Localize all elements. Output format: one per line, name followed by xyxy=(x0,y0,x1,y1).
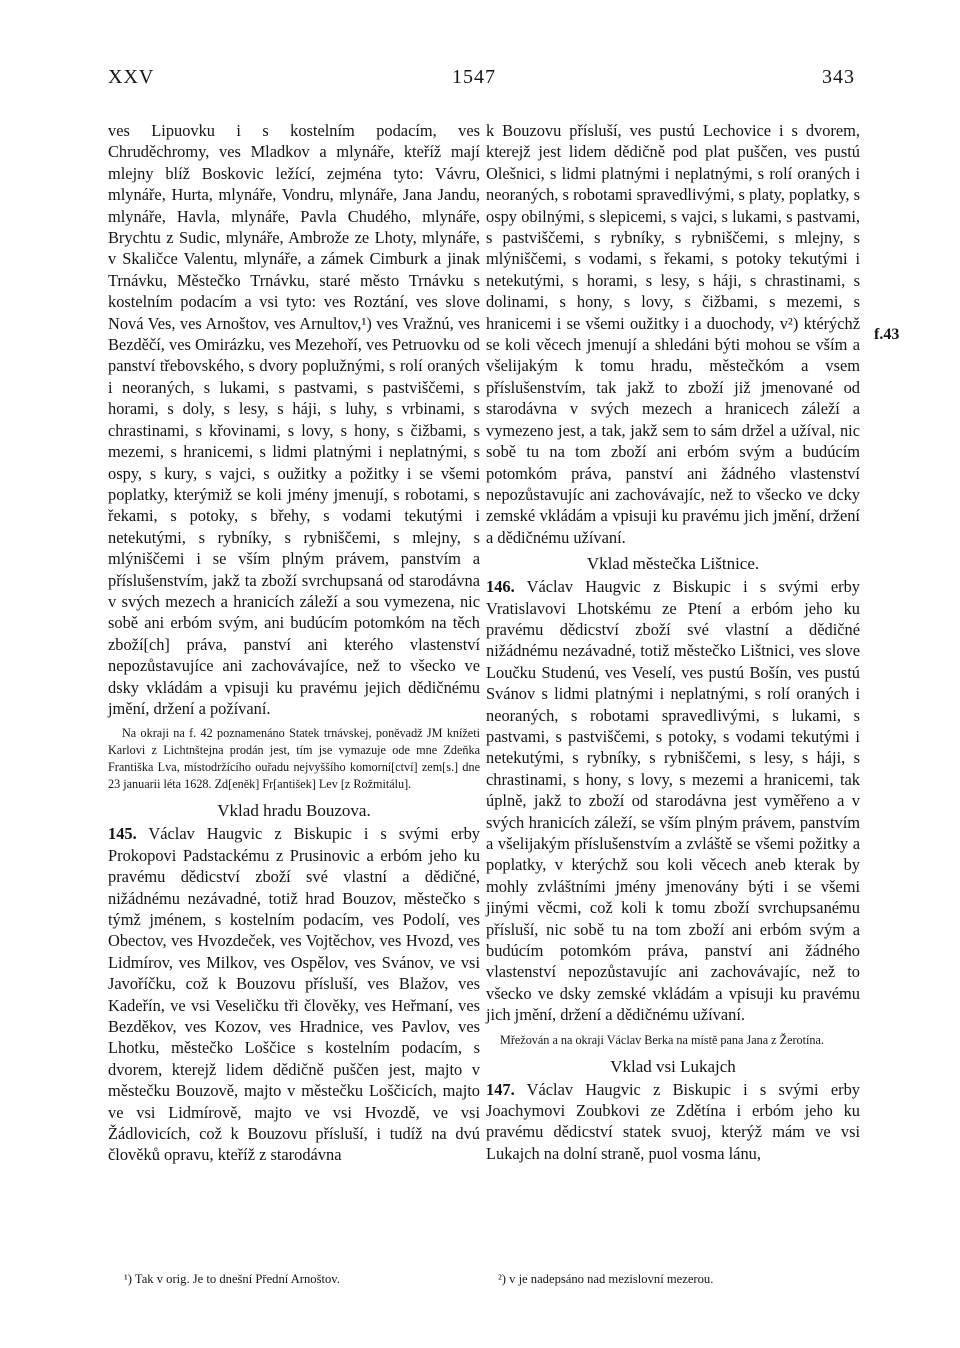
entry-147 xyxy=(486,1079,860,1165)
entry-number: 147. xyxy=(486,1079,515,1099)
section-heading: Vklad městečka Lištnice. xyxy=(586,554,760,574)
entry-text: Václav Haugvic z Biskupic i s svými erby Prokopovi Padstackému z Prusinovic a erbóm jeho ku pravému dědicství zboží své vlastní a dědičné, nižádnému nezávadné, totiž hrad Bouzov, městečko s týmž jménem, s kostelním podacím, ves Podolí, ves Obectov, ves Hvozdeček, ves Vojtěchov, ves Hvozd, ves Lidmírov, ves Milkov, ves Ospělov, ves Svánov, ve vsi Javoříčku, což k Bouzovu přísluší, ves Blažov, ves Kadeřín, ve vsi Veseličku tři člověky, ves Heřmaní, ves Bezděkov, ves Kozov, ves Hradnice, ves Pavlov, ves Lhotku, městečko Loščice s kostelním podacím, s dvorem, kterejž lidem dědičně puščen jest, majto v městečku Bouzově, majto v městečku Loščicích, majto ve vsi Lidmírově, majto ve vsi Hvozdě, ve vsi Žádlovicích, což k Bouzovu přísluší, i tudíž na dvú člověků opravu, kteříž z starodávna xyxy=(108,824,480,1165)
left-column xyxy=(108,120,480,1166)
footnote-2: ²) v je nadepsáno nad mezislovní mezerou. xyxy=(498,1272,714,1286)
margin-annotation-note: Na okraji na f. 42 poznamenáno Statek trnávskej, poněvadž JM knížeti Karlovi z Lichtnštejna prodán jest, tím jse vymazuje ode mne Zdeňka Františka Lva, místodržícího ouřadu nejvyššího komorní[ctví] zem[s.] dne 23 januarii léta 1628. Zd[eněk] Fr[antišek] Lev [z Rožmitálu]. xyxy=(108,726,480,792)
section-heading: Vklad vsi Lukajch xyxy=(610,1056,736,1076)
entry-number: 146. xyxy=(486,577,515,597)
paragraph-continued: k Bouzovu přísluší, ves pustú Lechovice i s dvorem, kterejž jest lidem dědičně pod plat puščen, ves pustú Olešnici, s lidmi platnými i neplatnými, s rolí oraných i neoraných, s robotami spravedlivými, s platy, poplatky, s ospy obilnými, s slepicemi, s vajci, s lukami, s pastvami, s pastviščemi, s rybníky, s rybniščemi, s mlejny, s mlýniščemi, s vodami, s řekami, s potoky tekutými i netekutými, s horami, s lesy, s háji, s chrastinami, s dolinami, s hony, s lovy, s čižbami, s mezemi, s hranicemi i se všemi oužitky i a duochody, v²) ktérýchž se koli věcech jmenují a shledáni býti mohou se vším a všelijakým k tomu hradu, městečkóm a vsem příslušenstvím, tak jakž to zboží již jmenované od starodávna v svých mezech a hranicech záleží a vymezeno jest, a tak, jakž sem to sám držel a užíval, nic sobě tu na tom zboží ani erbóm svým a budúcím potomkóm práva, panství ani žádného vlastenství nepozůstavujíc ani zachovávajíc, než to všecko ve dcky zemské vkládám a vpisuji ku pravému jich jmění, držení a dědičnému užívaní. xyxy=(486,121,860,547)
header-page-number: 343 xyxy=(822,66,855,88)
footnote-1: ¹) Tak v orig. Je to dnešní Přední Arnoštov. xyxy=(124,1272,340,1286)
entry-145 xyxy=(108,823,480,1166)
right-column xyxy=(486,120,860,1164)
section-heading: Vklad hradu Bouzova. xyxy=(217,801,371,821)
margin-annotation-note: Mřežován a na okraji Václav Berka na místě pana Jana z Žerotína. xyxy=(500,1032,824,1047)
entry-number: 145. xyxy=(108,824,137,844)
entry-146 xyxy=(486,576,860,1026)
paragraph-continued: ves Lipuovku i s kostelním podacím, ves Chruděchromy, ves Mladkov a mlynáře, kteříž mají mlejny blíž Boskovic ležící, zejména tyto: Vávru, mlynáře, Hurta, mlynáře, Vondru, mlynáře, Jana Jandu, mlynáře, Havla, mlynáře, Pavla Chudého, mlynáře, Brychtu z Sudic, mlynáře, Ambrože ze Lhoty, mlynáře, v Skaličce Valentu, mlynáře, a zámek Cimburk a jinak Trnávku, Městečko Trnávku, staré město Trnávku s kostelním podacím a vsi tyto: ves Roztání, ves slove Nová Ves, ves Arnoštov, ves Arnultov,¹) ves Vražnú, ves Bezděčí, ves Omirázku, ves Mezehoří, ves Petruovku od panství třebovského, s dvory poplužnými, s rolí oraných i neoraných, s lukami, s pastvami, s pastviščemi, s horami, s doly, s lesy, s háji, s luhy, s vrbinami, s chrastinami, s křovinami, s lovy, s hony, s čižbami, s mezemi, s hranicemi, s lidmi platnými i neplatnými, s ospy, s kury, s vajci, s oužitky a požitky i se všemi poplatky, kterýmiž se koli jmény jmenují, s robotami, s řekami, s potoky, s břehy, s vodami tekutými i netekutými, s rybníky, s rybniščemi, s mlejny, s mlýniščemi i se vším plným právem, panstvím a příslušenstvím, jakž ta zboží svrchupsaná od starodávna v svých mezech a hranicích záleží a sou vymezena, nic sobě ani erbóm svým, ani budúcím potomkóm na těch zboží[ch] práva, panství ani kterého vlastenství nepozůstavujíce ani zachovávajíce, než to všecko ve dsky vkládám a vpisuji ku pravému jejich dědičnému jmění, držení a požívaní. xyxy=(108,121,480,718)
folio-margin-note: f.43 xyxy=(874,326,900,343)
header-year: 1547 xyxy=(452,66,496,88)
entry-text: Václav Haugvic z Biskupic i s svými erby Joachymovi Zoubkovi ze Zdětína i erbóm jeho ku pravému dědicství statek svuoj, kterýž mám ve vsi Lukajch na dolní straně, puol vosma lánu, xyxy=(486,1079,860,1163)
header-volume: XXV xyxy=(108,66,155,88)
entry-text: Václav Haugvic z Biskupic i s svými erby Vratislavovi Lhotskému ze Ptení a erbóm jeho ku pravému dědicství zboží své vlastní a dědičné nižádnému nezávadné, totiž městečko Lištnici, ves slove Loučku Studenú, ves Veselí, ves pustú Bošín, ves pustú Svánov s lidmi platnými i neplatnými, s rolí oraných i neoraných, s robotami spravedlivými, s lukami, s pastvami, s pastviščemi, s potoky, s vodami tekutými i netekutými, s rybníky, s rybniščemi, s lesy, s háji, s chrastinami, s hony, s lovy, s mezemi a hranicemi, tak úplně, jakž to zboží od starodávna jest vyměřeno a v svých hranicích záleží, se vším plným právem, panstvím a všelijakým příslušenstvím a zvláště se všemi požitky a poplatky, v kterýchž sou koli věcech aneb kterak by mohly zvláštními jmény jmenovány býti i se všemi jinými věcmi, což koli k tomu zboží svrchupsanému přísluší, nic sobě tu na tom zboží ani erbóm svým a budúcím potomkóm práva, panství ani žádného vlastenství nepozůstavujíc ani zachovávajíc, než to všecko ve dsky zemské vkládám a vpisuji ku pravému jich jmění, držení a dědičnému užívaní. xyxy=(486,577,860,1025)
